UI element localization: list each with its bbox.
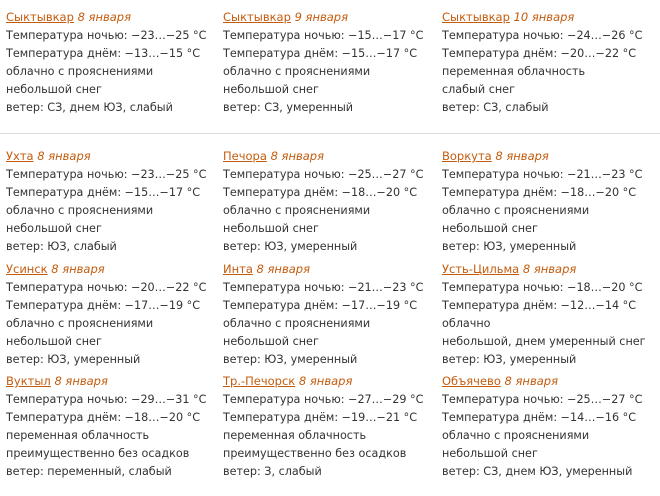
weather-condition: небольшой снег [442, 222, 538, 235]
city-link[interactable]: Сыктывкар [442, 10, 510, 24]
weather-condition: облачно с прояснениями [442, 204, 590, 217]
weather-condition: небольшой снег [223, 335, 319, 348]
night-temperature: Температура ночью: −25…−27 °C [223, 168, 424, 181]
city-link[interactable]: Печора [223, 149, 267, 163]
forecast-date: 8 января [51, 262, 105, 276]
wind-info: ветер: ЮЗ, умеренный [223, 240, 358, 253]
city-link[interactable]: Воркута [442, 149, 492, 163]
card-title [6, 10, 220, 27]
night-temperature: Температура ночью: −27…−29 °C [223, 393, 424, 406]
forecast-date: 8 января [298, 374, 353, 388]
day-temperature: Температура днём: −15…−17 °C [223, 47, 418, 60]
wind-info: ветер: ЮЗ, умеренный [6, 353, 141, 366]
forecast-date: 8 января [522, 262, 577, 276]
night-temperature: Температура ночью: −21…−23 °C [223, 281, 424, 294]
weather-condition: небольшой снег [223, 83, 319, 96]
weather-condition: облачно с прояснениями [6, 204, 154, 217]
weather-condition: облачно с прояснениями [223, 317, 371, 330]
wind-info: ветер: ЮЗ, умеренный [442, 353, 577, 366]
night-temperature: Температура ночью: −23…−25 °C [6, 29, 207, 42]
forecast-date: 8 января [54, 374, 108, 388]
day-temperature: Температура днём: −13…−15 °C [6, 47, 201, 60]
card-title [6, 149, 220, 166]
weather-condition: небольшой снег [223, 222, 319, 235]
day-temperature: Температура днём: −12…−14 °C [442, 299, 637, 312]
wind-info: ветер: переменный, слабый [6, 465, 172, 478]
night-temperature: Температура ночью: −20…−22 °C [6, 281, 207, 294]
day-temperature: Температура днём: −17…−19 °C [6, 299, 201, 312]
forecast-date: 9 января [294, 10, 349, 24]
card-title [442, 149, 656, 166]
forecast-date: 8 января [270, 149, 325, 163]
city-link[interactable]: Сыктывкар [223, 10, 291, 24]
night-temperature: Температура ночью: −15…−17 °C [223, 29, 424, 42]
weather-condition: переменная облачность [6, 429, 150, 442]
city-link[interactable]: Сыктывкар [6, 10, 74, 24]
day-temperature: Температура днём: −15…−17 °C [6, 186, 201, 199]
card-title [223, 10, 437, 27]
forecast-card [223, 149, 437, 256]
weather-condition: небольшой, днем умеренный снег [442, 335, 646, 348]
section-divider [0, 133, 660, 134]
card-title [442, 262, 656, 279]
city-link[interactable]: Тр.-Печорск [223, 374, 296, 388]
wind-info: ветер: СЗ, днем ЮЗ, слабый [6, 101, 173, 114]
forecast-card [223, 374, 437, 481]
weather-condition: облачно с прояснениями [6, 317, 154, 330]
forecast-card [442, 149, 656, 256]
wind-info: ветер: СЗ, днем ЮЗ, умеренный [442, 465, 633, 478]
weather-condition: облачно [442, 317, 491, 330]
card-title [6, 374, 220, 391]
weather-condition: небольшой снег [6, 83, 102, 96]
card-title [442, 10, 656, 27]
forecast-date: 8 января [77, 10, 132, 24]
day-temperature: Температура днём: −14…−16 °C [442, 411, 637, 424]
weather-condition: небольшой снег [6, 222, 102, 235]
forecast-card [6, 10, 220, 117]
forecast-card [223, 10, 437, 117]
night-temperature: Температура ночью: −25…−27 °C [442, 393, 643, 406]
forecast-date: 8 января [504, 374, 558, 388]
night-temperature: Температура ночью: −23…−25 °C [6, 168, 207, 181]
day-temperature: Температура днём: −17…−19 °C [223, 299, 418, 312]
weather-condition: переменная облачность [223, 429, 367, 442]
weather-condition: облачно с прояснениями [6, 65, 154, 78]
forecast-card [442, 374, 656, 481]
night-temperature: Температура ночью: −18…−20 °C [442, 281, 643, 294]
forecast-date: 10 января [513, 10, 575, 24]
card-title [6, 262, 220, 279]
weather-condition: слабый снег [442, 83, 515, 96]
night-temperature: Температура ночью: −29…−31 °C [6, 393, 207, 406]
night-temperature: Температура ночью: −24…−26 °C [442, 29, 643, 42]
wind-info: ветер: СЗ, слабый [442, 101, 549, 114]
wind-info: ветер: ЮЗ, умеренный [442, 240, 577, 253]
city-link[interactable]: Объячево [442, 374, 501, 388]
weather-condition: переменная облачность [442, 65, 586, 78]
forecast-date: 8 января [256, 262, 310, 276]
day-temperature: Температура днём: −18…−20 °C [6, 411, 201, 424]
city-link[interactable]: Инта [223, 262, 253, 276]
city-link[interactable]: Вуктыл [6, 374, 51, 388]
day-temperature: Температура днём: −18…−20 °C [223, 186, 418, 199]
card-title [442, 374, 656, 391]
city-link[interactable]: Усинск [6, 262, 48, 276]
forecast-date: 8 января [495, 149, 549, 163]
wind-info: ветер: З, слабый [223, 465, 322, 478]
weather-condition: небольшой снег [442, 447, 538, 460]
forecast-card [6, 374, 220, 481]
forecast-card [223, 262, 437, 369]
day-temperature: Температура днём: −18…−20 °C [442, 186, 637, 199]
card-title [223, 149, 437, 166]
wind-info: ветер: ЮЗ, умеренный [223, 353, 358, 366]
weather-condition: облачно с прояснениями [223, 204, 371, 217]
card-title [223, 262, 437, 279]
city-link[interactable]: Ухта [6, 149, 34, 163]
forecast-date: 8 января [37, 149, 91, 163]
weather-condition: преимущественно без осадков [6, 447, 190, 460]
night-temperature: Температура ночью: −21…−23 °C [442, 168, 643, 181]
weather-condition: облачно с прояснениями [442, 429, 590, 442]
forecast-card [6, 262, 220, 369]
card-title [223, 374, 437, 391]
day-temperature: Температура днём: −19…−21 °C [223, 411, 418, 424]
weather-condition: небольшой снег [6, 335, 102, 348]
city-link[interactable]: Усть-Цильма [442, 262, 520, 276]
forecast-card [442, 262, 656, 369]
weather-condition: преимущественно без осадков [223, 447, 407, 460]
forecast-card [6, 149, 220, 256]
forecast-card [442, 10, 656, 117]
wind-info: ветер: СЗ, умеренный [223, 101, 354, 114]
day-temperature: Температура днём: −20…−22 °C [442, 47, 637, 60]
wind-info: ветер: ЮЗ, слабый [6, 240, 117, 253]
weather-condition: облачно с прояснениями [223, 65, 371, 78]
